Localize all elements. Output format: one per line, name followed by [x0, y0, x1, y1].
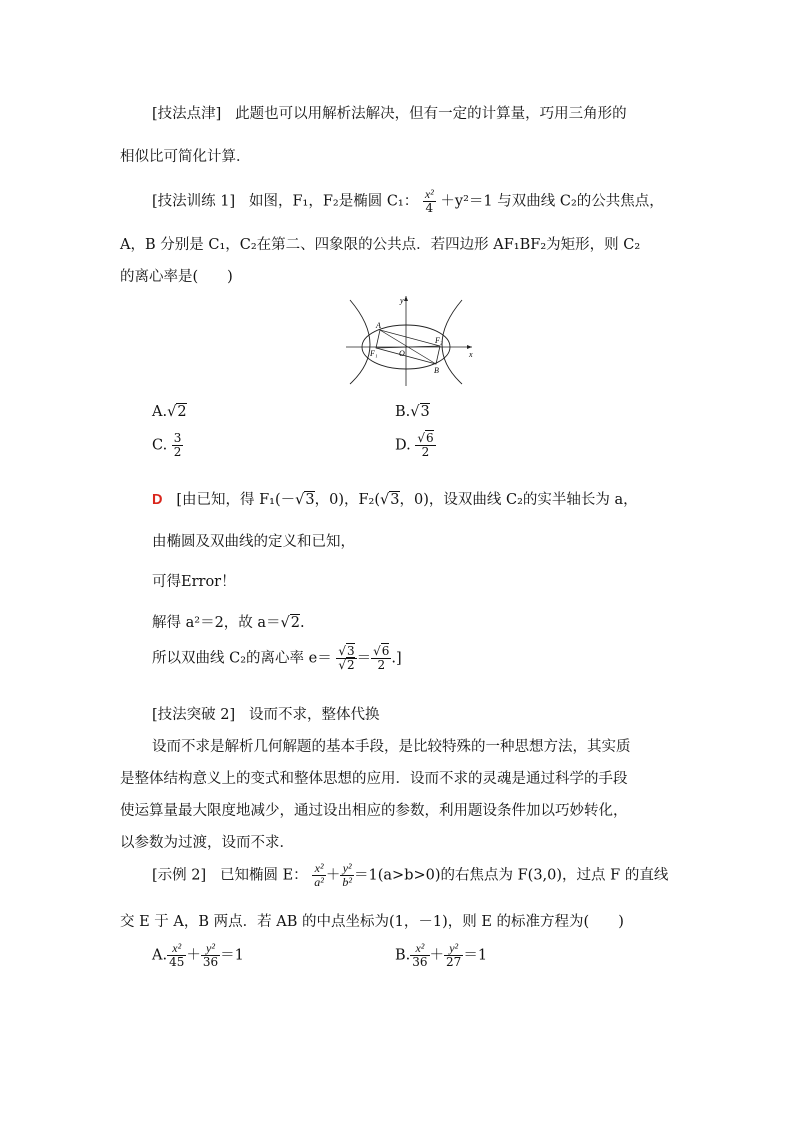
example2-label: [示例 2] — [152, 867, 207, 884]
eccentricity-fraction-2: $\frac{√6}{2}$ — [373, 644, 390, 672]
ellipse-fraction: $\frac{\text{x²}}{4}$ — [424, 187, 434, 215]
training1-line2: A，B 分别是 C₁，C₂在第二、四象限的公共点．若四边形 AF₁BF₂为矩形，则 C₂ — [120, 237, 641, 253]
solution1-line4: 解得 a²＝2，故 a＝√2. — [152, 615, 305, 631]
breakthrough2-p1: 设而不求是解析几何解题的基本手段，是比较特殊的一种思想方法，其实质 — [152, 739, 631, 755]
option-c: C. $\frac{3}{2}$ — [152, 431, 182, 459]
training1-line3: 的离心率是( ) — [120, 269, 233, 285]
solution1-line1: D [由已知，得 F₁(－√3，0)，F₂(√3，0)，设双曲线 C₂的实半轴长为 a， — [152, 492, 638, 508]
breakthrough2-p4: 以参数为过渡，设而不求． — [120, 835, 294, 851]
point-a-label: A — [376, 321, 381, 330]
training1-lead: 如图，F₁，F₂是椭圆 C₁： — [248, 193, 419, 210]
option-b: B.√3 — [395, 404, 430, 420]
breakthrough2-p3: 使运算量最大限度地减少，通过设出相应的参数，利用题设条件加以巧妙转化， — [120, 803, 628, 819]
eccentricity-fraction-1: $\frac{√3}{√2}$ — [338, 644, 355, 672]
x-axis-label: x — [469, 350, 473, 359]
training1-tail: 与双曲线 C₂的公共焦点， — [497, 193, 664, 210]
solution1-line3: 可得Error！ — [152, 574, 236, 590]
solution1-line2: 由椭圆及双曲线的定义和已知， — [152, 534, 355, 550]
example2-option-b: B. $\frac{\text{x²}}{36}$ ＋ $\frac{\text{y²}}{27}$ ＝1 — [395, 941, 488, 969]
training1-label: [技法训练 1] — [152, 193, 236, 210]
training1-line1 — [152, 188, 664, 215]
answer-d: D — [152, 492, 163, 508]
tip-line1: 此题也可以用解析法解决，但有一定的计算量，巧用三角形的 — [235, 106, 627, 122]
option-d: D. $\frac{√6}{2}$ — [395, 431, 434, 459]
y-axis-label: y — [400, 296, 404, 305]
breakthrough2-title: 设而不求，整体代换 — [248, 707, 380, 723]
point-b-label: B — [434, 366, 439, 375]
example2-option-a: A. $\frac{\text{x²}}{45}$ ＋ $\frac{\text{y²}}{36}$ ＝1 — [152, 941, 244, 969]
training1-plus-y: ＋y²＝1 — [440, 193, 493, 210]
tip-label: [技法点津] — [152, 106, 222, 122]
breakthrough2-p2: 是整体结构意义上的变式和整体思想的应用．设而不求的灵魂是通过科学的手段 — [120, 771, 628, 787]
tip-paragraph — [152, 102, 627, 123]
example2-line1: [示例 2] 已知椭圆 E： $\frac{\text{x²}}{\text{a²}}$ ＋ $\frac{\text{y²}}{\text{b²}}$ ＝1(a>b>0)的右焦点为 F(3,0)，过点 F 的直线 — [152, 861, 669, 889]
option-a: A.√2 — [152, 404, 187, 420]
breakthrough2-label: [技法突破 2] — [152, 707, 236, 723]
ellipse-hyperbola-figure — [340, 292, 480, 388]
tip-line2: 相似比可简化计算． — [120, 149, 251, 165]
origin-label: O — [399, 349, 405, 358]
x-axis-arrow — [467, 345, 472, 349]
point-f2-label: F₂ — [435, 336, 443, 345]
solution1-line5: 所以双曲线 C₂的离心率 e＝ $\frac{√3}{√2}$ ＝ $\frac{√6}{2}$ .] — [152, 644, 402, 672]
example2-line2: 交 E 于 A，B 两点．若 AB 的中点坐标为(1，－1)，则 E 的标准方程为( ) — [120, 914, 624, 930]
breakthrough2-heading — [152, 703, 379, 724]
hyperbola-left-branch — [350, 300, 370, 384]
y-axis-arrow — [404, 296, 408, 301]
hyperbola-right-branch — [442, 300, 462, 384]
point-f1-label: F₁ — [370, 349, 378, 358]
